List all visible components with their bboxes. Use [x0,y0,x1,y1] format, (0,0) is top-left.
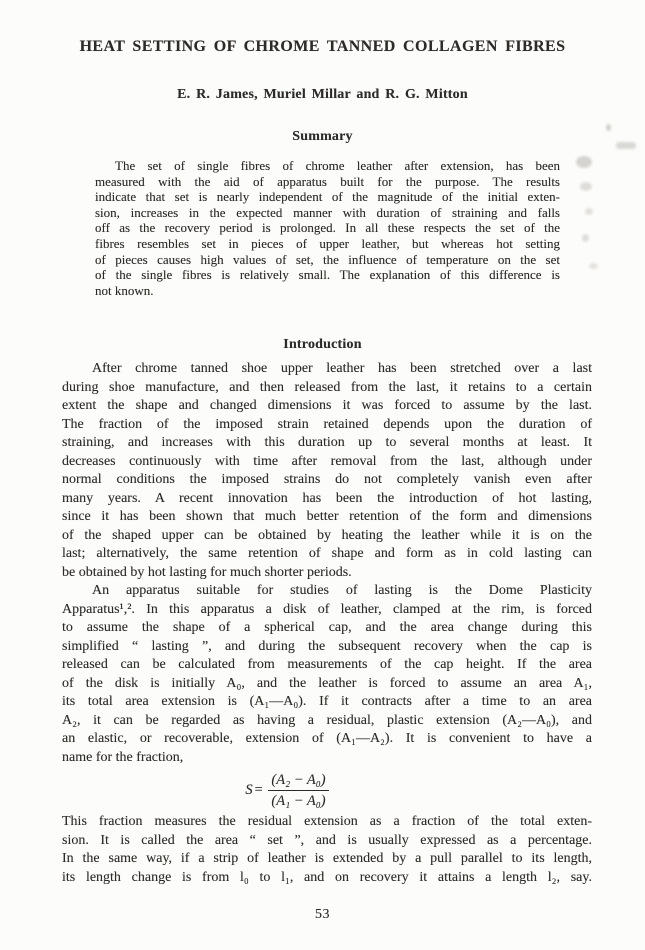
text-line: This fraction measures the residual extension as a fraction of the total exten- [62,814,592,830]
text-line: Apparatus¹,². In this apparatus a disk of leather, clamped at the rim, is forced [62,601,592,617]
authors-line: E. R. James, Muriel Millar and R. G. Mitton [177,87,468,102]
text-line: its length change is from l₀ to l₁, and on recovery it attains a length l₂, say. [62,869,592,885]
formula-lhs: S= [245,782,265,799]
scan-smudge [582,234,589,242]
text-line: simplified “ lasting ”, and during the subsequent recovery when the cap is [62,638,592,654]
introduction-paragraph-3 [62,813,592,887]
summary-heading: Summary [292,129,353,144]
introduction-paragraph-1 [62,360,592,582]
text-line: The set of single fibres of chrome leather after extension, has been [115,158,560,173]
text-line: of the shaped upper can be obtained by heating the leather while it is on the [62,527,592,543]
text-line: name for the fraction, [62,749,184,765]
text-line: A₂, it can be regarded as having a residual, plastic extension (A₂—A₀), and [62,712,592,728]
scan-smudge [589,263,598,269]
text-line: of the disk is initially A₀, and the leather is forced to assume an area A₁, [62,675,592,691]
text-line: be obtained by hot lasting for much shorter periods. [62,564,352,580]
text-line: since it has been shown that much better retention of the form and dimensions [62,509,592,525]
paper-title: HEAT SETTING OF CHROME TANNED COLLAGEN FIBRES [79,38,566,55]
text-line: sion. It is called the area “ set ”, and is usually expressed as a percentage. [62,832,592,848]
text-line: its total area extension is (A₁—A₀). If it contracts after a time to an area [62,694,592,710]
introduction-heading: Introduction [283,337,362,353]
page-number: 53 [315,907,330,923]
text-line: indicate that set is nearly independent of the magnitude of the initial exten- [95,189,560,205]
text-line: normal conditions the imposed strains do not completely vanish even after [62,472,592,488]
text-line: The fraction of the imposed strain retained depends upon the duration of [62,416,592,432]
text-line: released can be calculated from measurements of the cap height. If the area [62,657,592,673]
text-line: extent the shape and changed dimensions it was forced to assume by the last. [62,398,592,414]
text-line: fibres resembles set in pieces of upper leather, but whereas hot setting [95,235,560,251]
formula-denominator: (A₁ − A₀) [271,793,326,810]
summary-paragraph [95,158,560,298]
scan-smudge [585,208,593,215]
text-line: to assume the shape of a spherical cap, and the area change during this [62,620,592,636]
text-line: of the single fibres is relatively small. The explanation of this difference is [95,267,560,283]
text-line: straining, and increases with this duration up to several months at least. It [62,435,592,451]
text-line: an elastic, or recoverable, extension of (A₁—A₂). It is convenient to have a [62,731,592,747]
formula-numerator: (A₂ − A₀) [268,771,328,791]
text-line: decreases continuously with time after removal from the last, although under [62,453,592,469]
text-line: last; alternatively, the same retention of shape and form as in cold lasting can [62,546,592,562]
introduction-paragraph-2 [62,582,592,767]
text-line: An apparatus suitable for studies of lasting is the Dome Plasticity [92,583,592,599]
formula-fraction [268,771,328,810]
text-line: of pieces causes high values of set, the influence of temperature on the set [95,251,560,267]
text-line: many years. A recent innovation has been the introduction of hot lasting, [62,490,592,506]
scan-smudge [606,124,611,131]
text-line: In the same way, if a strip of leather is extended by a pull parallel to its length, [62,851,592,867]
text-line: during shoe manufacture, and then released from the last, it retains to a certain [62,379,592,395]
text-line: sion, increases in the expected manner with duration of straining and falls [95,204,560,220]
scan-smudge [616,142,636,149]
text-line: measured with the aid of apparatus built for the purpose. The results [95,173,560,189]
set-formula [22,771,552,810]
scan-smudge [576,156,592,168]
scan-smudge [580,182,592,191]
text-line: not known. [95,282,154,298]
text-line: After chrome tanned shoe upper leather has been stretched over a last [92,361,592,377]
text-line: off as the recovery period is prolonged. In all these respects the set of the [95,220,560,236]
